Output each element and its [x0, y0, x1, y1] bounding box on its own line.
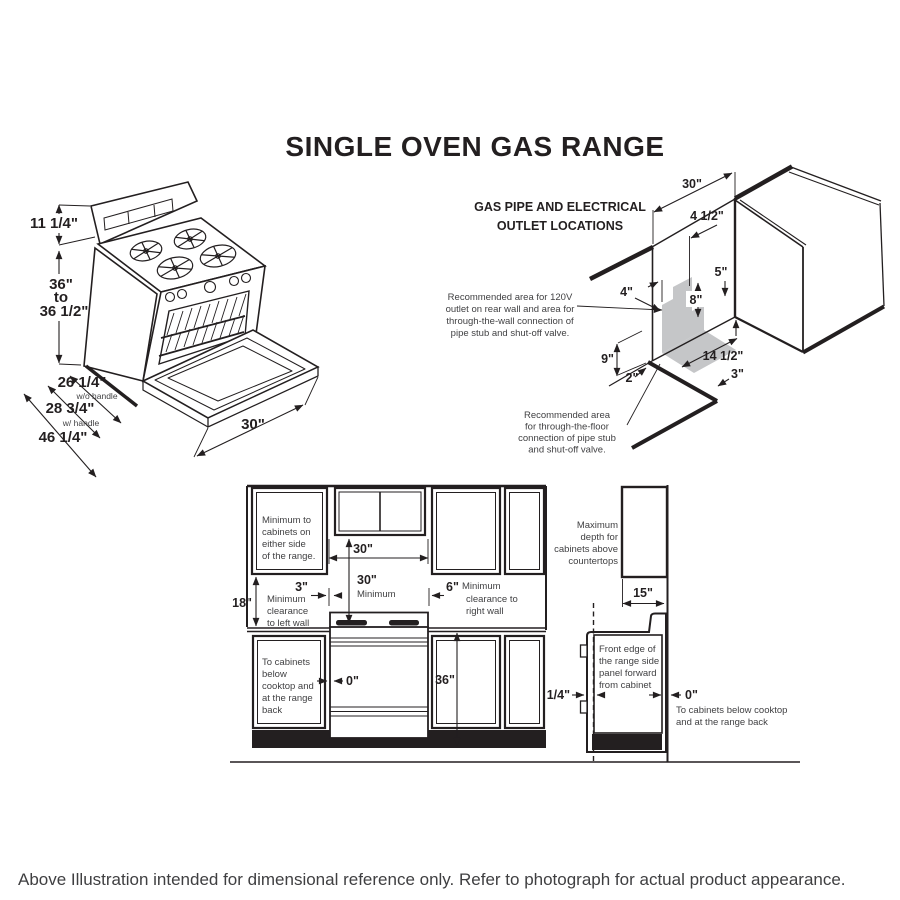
upper-note-line: of the range. — [262, 551, 316, 562]
dim-backsplash-height: 11 1/4" — [30, 215, 78, 232]
base-note-line: at the range — [262, 693, 313, 704]
wall-note-line: Recommended area for 120V — [447, 292, 573, 303]
upper-cabinet-right-2 — [505, 488, 544, 574]
dim-left-gap: 3" — [295, 580, 308, 594]
dim-height-min: 36" — [49, 276, 73, 293]
floor-note-line: for through-the-floor — [525, 421, 609, 433]
dim-depth-door-open: 46 1/4" — [38, 429, 88, 446]
dim-counter-height: 36" — [435, 673, 455, 687]
depth-note-line: depth for — [580, 532, 618, 543]
dim-outlet-right: 4 1/2" — [690, 209, 724, 223]
dim-floor-corner: 2" — [625, 371, 639, 385]
dim-depth-no-handle-note: w/o handle — [76, 391, 118, 401]
dim-wall-width: 30" — [682, 177, 702, 191]
base-note-line: below — [262, 669, 287, 680]
back-note-line: and at the range back — [676, 717, 768, 728]
dim-zero-left: 0" — [346, 674, 359, 688]
floor-note-line: connection of pipe stub — [518, 433, 616, 444]
dim-floor-depth: 9" — [601, 352, 614, 366]
dim-floor-offset: 3" — [731, 367, 744, 381]
range-side-base — [592, 734, 662, 750]
wall-note-line: through-the-wall connection of — [446, 316, 574, 327]
dim-floor-width: 14 1/2" — [702, 349, 744, 363]
left-wall-note-line: clearance — [267, 606, 309, 617]
dim-upper-depth: 15" — [633, 586, 653, 600]
dim-right-gap: 6" — [446, 580, 459, 594]
front-edge-note-line: from cabinet — [599, 680, 652, 691]
floor-note-line: and shut-off valve. — [528, 444, 606, 456]
dim-opening-width: 30" — [353, 542, 373, 556]
back-note-line: To cabinets below cooktop — [676, 705, 788, 716]
left-wall-note-line: Minimum — [267, 594, 306, 605]
figure-gas-pipe-locations — [420, 160, 900, 480]
front-edge-note-line: Front edge of — [599, 644, 656, 655]
upper-note-line: either side — [262, 539, 306, 550]
dim-depth-handle: 28 3/4" — [45, 400, 95, 417]
dim-depth-handle-note: w/ handle — [62, 418, 100, 428]
side-view — [547, 485, 788, 762]
depth-note-line: countertops — [568, 556, 618, 567]
dim-front-quarter: 1/4" — [546, 688, 570, 702]
dim-height-max: 36 1/2" — [39, 303, 89, 320]
right-wall-note-line: clearance to — [466, 594, 518, 605]
base-note-line: back — [262, 705, 283, 716]
dim-upper-height: 18" — [232, 596, 252, 610]
front-edge-note-line: the range side — [599, 656, 660, 667]
right-wall-note-line: Minimum — [462, 581, 501, 592]
wall-note-line: pipe stub and shut-off valve. — [450, 328, 570, 339]
right-wall-note-line: right wall — [466, 606, 504, 617]
wall-note-line: outlet on rear wall and area for — [445, 304, 575, 315]
dim-corner-height: 5" — [714, 265, 728, 279]
dim-cooktop-clearance: 30" — [357, 573, 377, 587]
dim-height-join: to — [53, 289, 69, 306]
gas-pipe-heading-1: GAS PIPE AND ELECTRICAL — [474, 200, 646, 214]
upper-note-line: Minimum to — [262, 515, 312, 526]
burner-front — [389, 620, 419, 626]
burner-front — [336, 620, 367, 626]
upper-cabinet-right-1 — [432, 488, 500, 574]
depth-note-line: Maximum — [576, 520, 618, 531]
wall-outlet-note — [446, 292, 662, 339]
gas-pipe-heading-2: OUTLET LOCATIONS — [496, 219, 624, 233]
side-upper-cabinet — [622, 487, 667, 577]
figure-range-isometric — [20, 180, 340, 480]
range-handle — [581, 645, 588, 657]
footer-disclaimer: Above Illustration intended for dimensional reference only. Refer to photograph for actual product appearance. — [18, 870, 846, 889]
left-wall-note-line: to left wall — [267, 618, 310, 629]
base-note-line: To cabinets — [262, 657, 311, 668]
dim-cooktop-clearance-note: Minimum — [357, 589, 396, 600]
figure-cabinet-clearances — [230, 460, 900, 780]
upper-note-line: cabinets on — [262, 527, 311, 538]
dim-depth-no-handle: 26 1/4" — [57, 374, 107, 391]
depth-note-line: cabinets above — [554, 544, 618, 555]
front-edge-note-line: panel forward — [599, 668, 657, 679]
range-handle — [581, 701, 588, 713]
base-cabinet-right-2 — [505, 636, 544, 728]
dim-outlet-left: 4" — [620, 285, 633, 299]
dim-door-width: 30" — [241, 416, 265, 433]
floor-note-line: Recommended area — [523, 410, 611, 421]
page-title: SINGLE OVEN GAS RANGE — [285, 131, 665, 162]
range-drawing — [84, 182, 318, 427]
base-note-line: cooktop and — [262, 681, 314, 692]
dim-zero-back: 0" — [685, 688, 698, 702]
range-front-elevation — [330, 627, 428, 738]
floor-outlet-note — [518, 364, 660, 456]
dim-outlet-height: 8" — [689, 293, 703, 307]
